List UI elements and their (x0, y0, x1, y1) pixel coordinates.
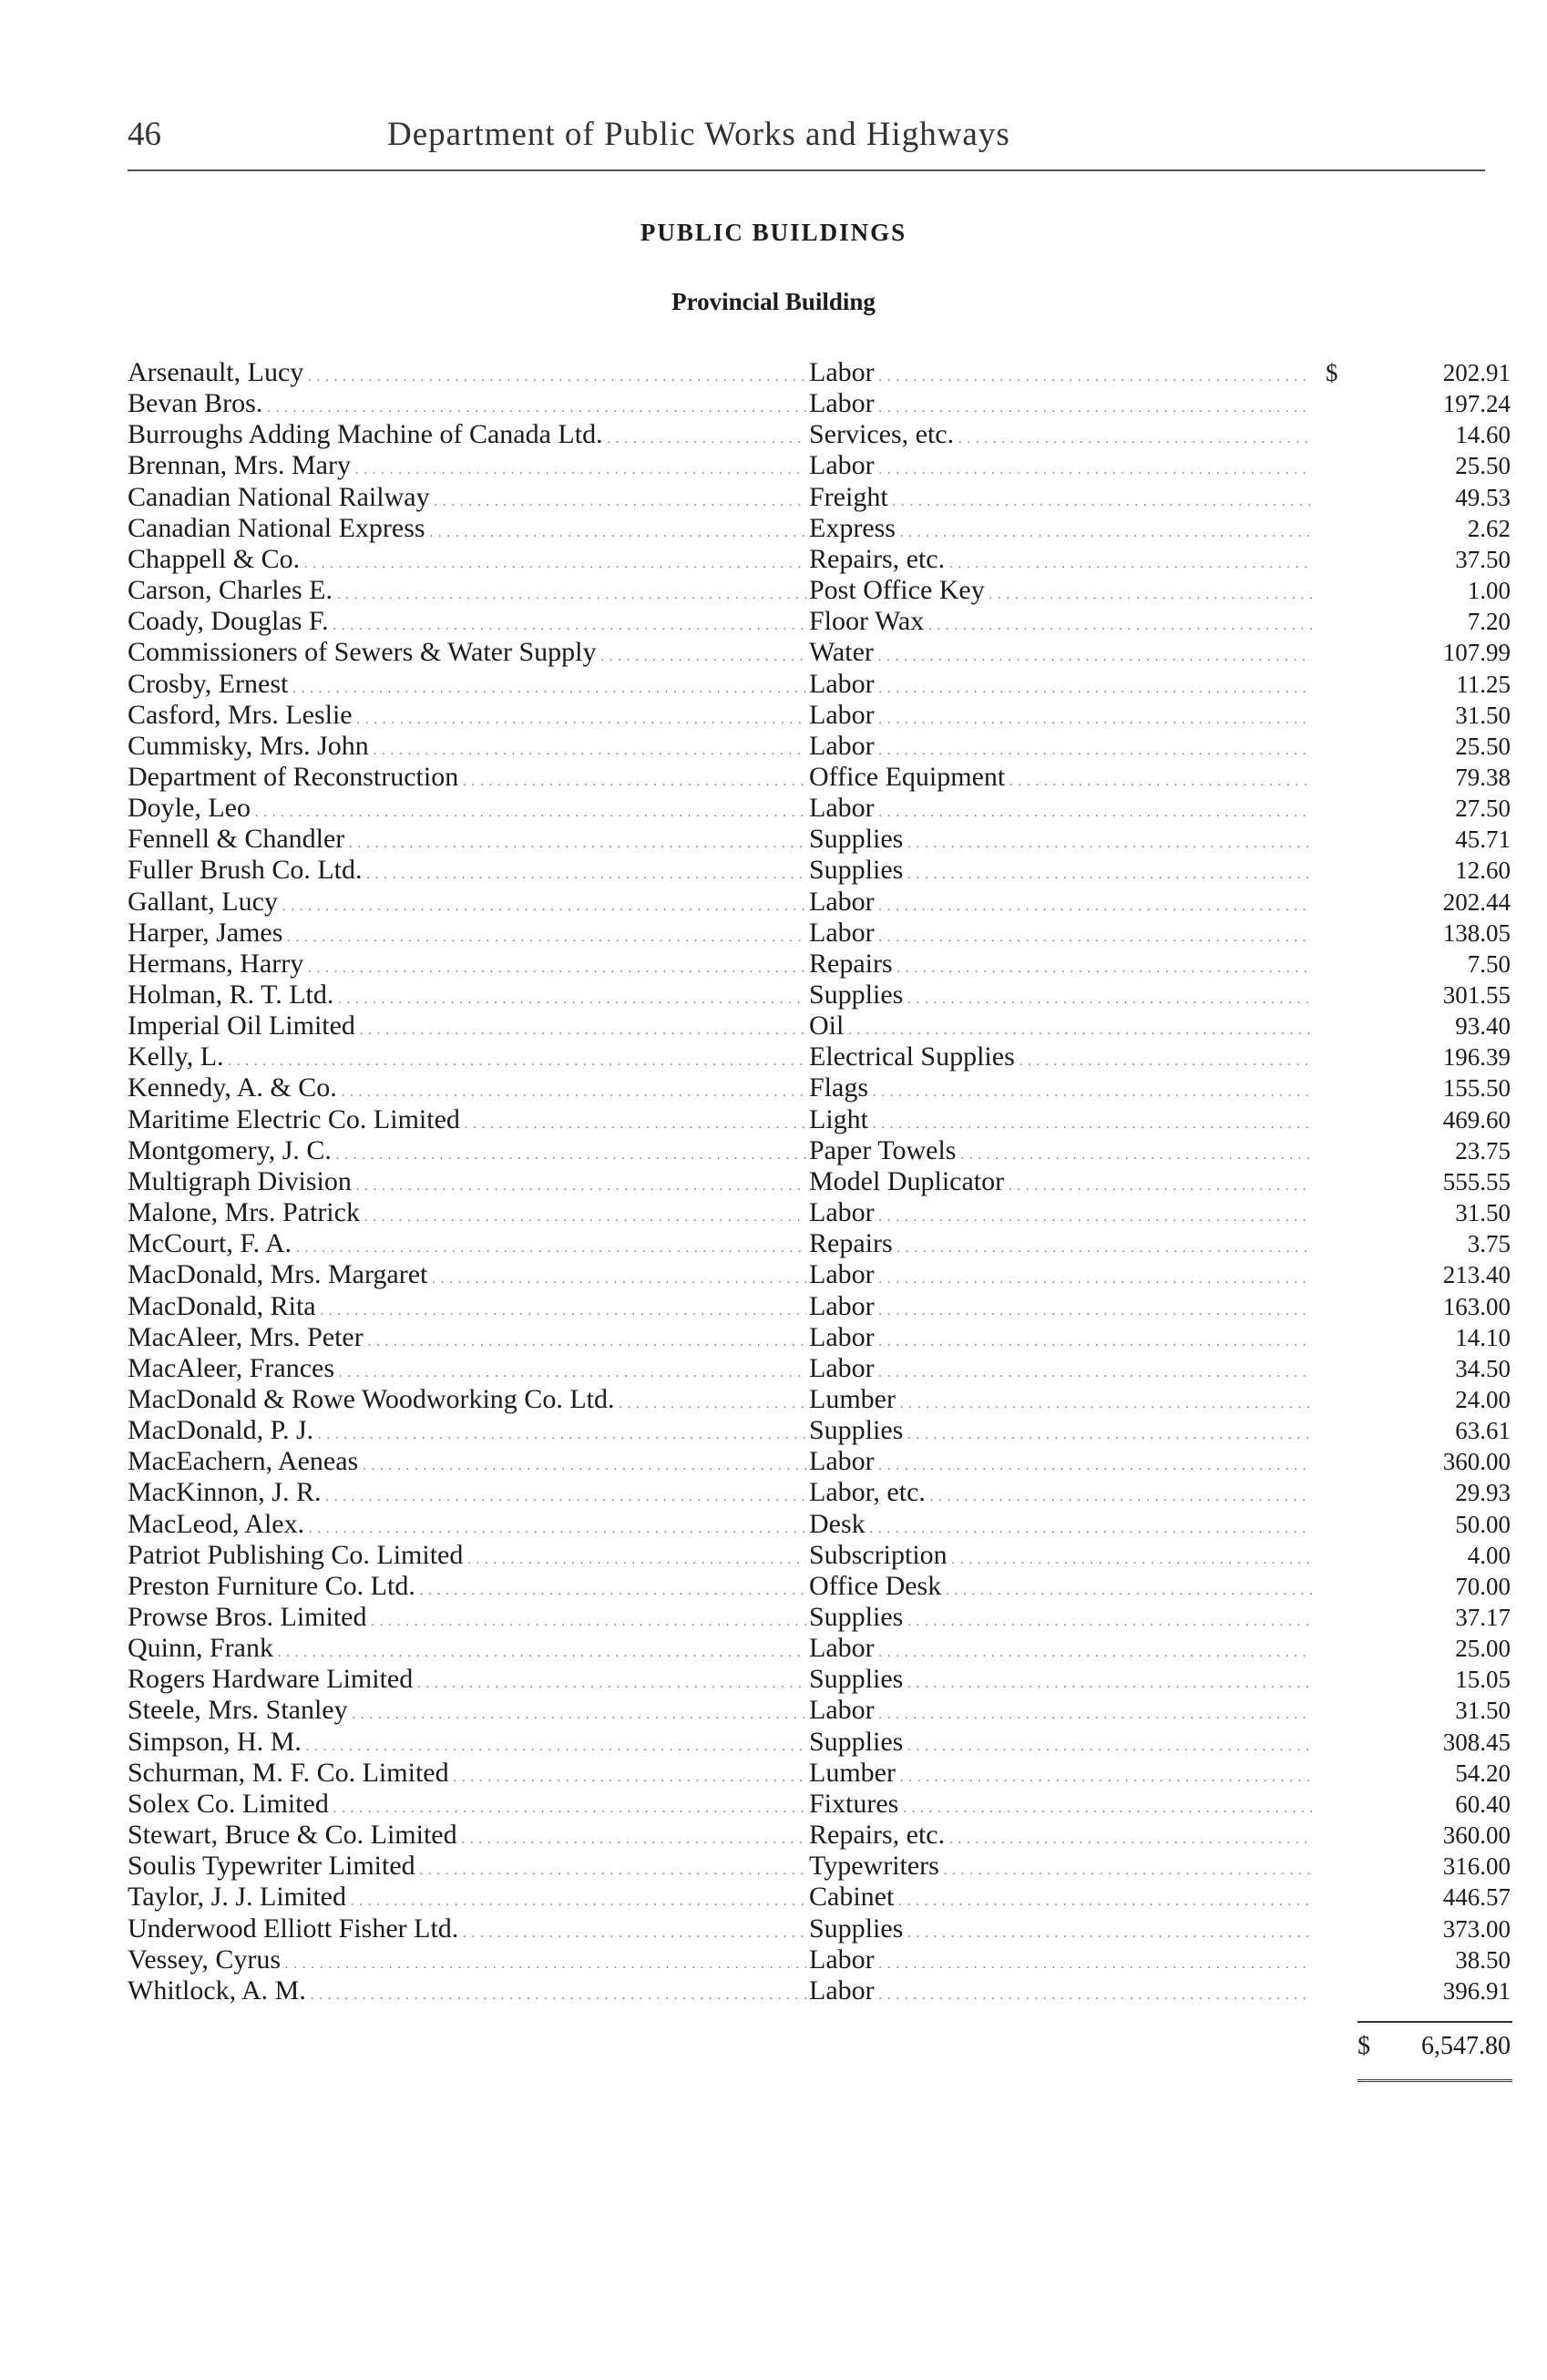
expense-description: Oil . . . (809, 1010, 1312, 1041)
entry-row (0, 762, 1547, 793)
expense-description: Labor . . . (809, 357, 1312, 388)
expense-description: Office Desk . . . (809, 1571, 1312, 1602)
amount: 25.50 (1455, 452, 1511, 480)
entry-row (0, 1602, 1547, 1633)
entry-row (0, 793, 1547, 824)
amount: 308.45 (1442, 1728, 1511, 1756)
amount: 37.17 (1455, 1604, 1511, 1631)
entry-row (0, 1322, 1547, 1353)
entry-row (0, 419, 1547, 450)
entry-row (0, 887, 1547, 918)
entry-row (0, 1509, 1547, 1540)
amount: 25.00 (1455, 1635, 1511, 1663)
entry-row (0, 949, 1547, 980)
entry-row (0, 1197, 1547, 1228)
entry-row (0, 1135, 1547, 1166)
entry-row (0, 1571, 1547, 1602)
entry-row (0, 1695, 1547, 1726)
amount: 7.20 (1467, 608, 1511, 636)
page-number: 46 (128, 116, 161, 153)
payee-name: Holman, R. T. Ltd. . . . (128, 980, 806, 1010)
expense-description: Supplies . . . (809, 980, 1312, 1010)
payee-name: Commissioners of Sewers & Water Supply . . . (128, 637, 806, 668)
payee-name: Carson, Charles E. . . . (128, 575, 806, 606)
expense-description: Services, etc. . . . (809, 419, 1312, 450)
expense-description: Labor . . . (809, 1633, 1312, 1664)
amount: 12.60 (1455, 857, 1511, 885)
amount: 213.40 (1442, 1261, 1511, 1289)
entry-row (0, 357, 1547, 388)
total-rule-top (1357, 2021, 1512, 2023)
payee-name: Steele, Mrs. Stanley . . . (128, 1695, 806, 1726)
payee-name: Burroughs Adding Machine of Canada Ltd. . . . (128, 419, 806, 450)
amount: 373.00 (1442, 1914, 1511, 1943)
running-title: Department of Public Works and Highways (387, 116, 1010, 153)
total-amount: 6,547.80 (1421, 2032, 1511, 2060)
expense-description: Supplies . . . (809, 1602, 1312, 1633)
payee-name: Doyle, Leo . . . (128, 793, 806, 824)
entry-row (0, 1291, 1547, 1322)
amount: 446.57 (1442, 1883, 1511, 1912)
amount: 197.24 (1442, 390, 1511, 418)
payee-name: Stewart, Bruce & Co. Limited . . . (128, 1820, 806, 1851)
expense-description: Repairs, etc. . . . (809, 1820, 1312, 1851)
payee-name: Taylor, J. J. Limited . . . (128, 1882, 806, 1913)
amount: 49.53 (1455, 483, 1511, 511)
entry-row (0, 1540, 1547, 1571)
payee-name: MacDonald & Rowe Woodworking Co. Ltd. . . . (128, 1384, 806, 1415)
entry-row (0, 1166, 1547, 1197)
payee-name: Fennell & Chandler . . . (128, 824, 806, 855)
payee-name: Kelly, L. . . . (128, 1041, 806, 1072)
entry-row (0, 575, 1547, 606)
payee-name: Rogers Hardware Limited . . . (128, 1664, 806, 1695)
expense-description: Labor, etc. . . . (809, 1477, 1312, 1508)
amount: 316.00 (1442, 1852, 1511, 1881)
payee-name: Maritime Electric Co. Limited . . . (128, 1104, 806, 1135)
amount: 14.60 (1455, 421, 1511, 449)
amount: 301.55 (1442, 981, 1511, 1009)
payee-name: Patriot Publishing Co. Limited . . . (128, 1540, 806, 1571)
payee-name: MacDonald, Rita . . . (128, 1291, 806, 1322)
expense-description: Labor . . . (809, 388, 1312, 419)
amount: 163.00 (1442, 1292, 1511, 1320)
payee-name: Prowse Bros. Limited . . . (128, 1602, 806, 1633)
amount: 396.91 (1442, 1976, 1511, 2005)
amount: 31.50 (1455, 1697, 1511, 1725)
payee-name: Quinn, Frank . . . (128, 1633, 806, 1664)
expense-description: Floor Wax . . . (809, 606, 1312, 637)
entry-row (0, 731, 1547, 762)
expense-description: Repairs, etc. . . . (809, 544, 1312, 575)
expense-description: Office Equipment . . . (809, 762, 1312, 793)
amount: 31.50 (1455, 1199, 1511, 1227)
payee-name: Vessey, Cyrus . . . (128, 1944, 806, 1975)
entry-row (0, 1446, 1547, 1477)
expense-description: Model Duplicator . . . (809, 1166, 1312, 1197)
expense-description: Post Office Key . . . (809, 575, 1312, 606)
amount: 1.00 (1467, 577, 1511, 605)
amount: 34.50 (1455, 1354, 1511, 1382)
amount: 23.75 (1455, 1136, 1511, 1164)
amount: 196.39 (1442, 1043, 1511, 1072)
payee-name: Casford, Mrs. Leslie . . . (128, 700, 806, 731)
entry-row (0, 1975, 1547, 2006)
header-rule (128, 169, 1485, 171)
amount: 37.50 (1455, 545, 1511, 573)
expense-description: Labor . . . (809, 1353, 1312, 1384)
entry-row (0, 637, 1547, 668)
expense-description: Labor . . . (809, 1197, 1312, 1228)
payee-name: Coady, Douglas F. . . . (128, 606, 806, 637)
entry-row (0, 606, 1547, 637)
entry-row (0, 1882, 1547, 1913)
payee-name: MacDonald, P. J. . . . (128, 1415, 806, 1446)
entry-row (0, 1353, 1547, 1384)
payee-name: Canadian National Express . . . (128, 513, 806, 544)
payee-name: Solex Co. Limited . . . (128, 1789, 806, 1820)
expense-description: Supplies . . . (809, 855, 1312, 886)
amount: 60.40 (1455, 1790, 1511, 1818)
amount: 79.38 (1455, 763, 1511, 791)
amount: 54.20 (1455, 1759, 1511, 1787)
section-subtitle: Provincial Building (671, 288, 876, 315)
amount: 29.93 (1455, 1479, 1511, 1507)
amount: 11.25 (1456, 670, 1511, 698)
amount: 25.50 (1455, 732, 1511, 760)
payee-name: Imperial Oil Limited . . . (128, 1010, 806, 1041)
entry-row (0, 1820, 1547, 1851)
payee-name: Crosby, Ernest . . . (128, 669, 806, 700)
amount: 38.50 (1455, 1945, 1511, 1974)
expense-description: Freight . . . (809, 482, 1312, 513)
expense-description: Labor . . . (809, 1944, 1312, 1975)
entry-row (0, 1072, 1547, 1103)
amount: 7.50 (1467, 949, 1511, 978)
entry-row (0, 1758, 1547, 1789)
currency-symbol: $ (1326, 359, 1338, 386)
expense-description: Labor . . . (809, 700, 1312, 731)
entry-row (0, 824, 1547, 855)
entry-row (0, 1944, 1547, 1975)
expense-description: Desk . . . (809, 1509, 1312, 1540)
expense-description: Labor . . . (809, 669, 1312, 700)
amount: 14.10 (1455, 1323, 1511, 1351)
entry-row (0, 855, 1547, 886)
expense-description: Labor . . . (809, 1291, 1312, 1322)
amount: 15.05 (1455, 1666, 1511, 1694)
payee-name: Malone, Mrs. Patrick . . . (128, 1197, 806, 1228)
payee-name: Harper, James . . . (128, 918, 806, 949)
payee-name: Gallant, Lucy . . . (128, 887, 806, 918)
expense-description: Electrical Supplies . . . (809, 1041, 1312, 1072)
expense-description: Lumber . . . (809, 1758, 1312, 1789)
amount: 360.00 (1442, 1821, 1511, 1850)
expense-description: Express . . . (809, 513, 1312, 544)
payee-name: Whitlock, A. M. . . . (128, 1975, 806, 2006)
expense-description: Supplies . . . (809, 824, 1312, 855)
expense-description: Labor . . . (809, 1695, 1312, 1726)
entry-row (0, 1415, 1547, 1446)
payee-name: MacKinnon, J. R. . . . (128, 1477, 806, 1508)
amount: 27.50 (1455, 795, 1511, 823)
amount: 202.44 (1442, 887, 1511, 916)
expense-description: Light . . . (809, 1104, 1312, 1135)
entry-row (0, 1789, 1547, 1820)
payee-name: Montgomery, J. C. . . . (128, 1135, 806, 1166)
section-title: PUBLIC BUILDINGS (640, 219, 907, 246)
expense-description: Paper Towels . . . (809, 1135, 1312, 1166)
entry-row (0, 700, 1547, 731)
total-currency-symbol: $ (1357, 2032, 1370, 2060)
entry-row (0, 918, 1547, 949)
expense-description: Supplies . . . (809, 1664, 1312, 1695)
payee-name: Chappell & Co. . . . (128, 544, 806, 575)
payee-name: Hermans, Harry . . . (128, 949, 806, 980)
entry-row (0, 1913, 1547, 1944)
entry-row (0, 980, 1547, 1010)
expense-description: Labor . . . (809, 1446, 1312, 1477)
payee-name: MacLeod, Alex. . . . (128, 1509, 806, 1540)
entry-row (0, 1041, 1547, 1072)
entry-row (0, 669, 1547, 700)
entry-row (0, 513, 1547, 544)
expense-description: Labor . . . (809, 793, 1312, 824)
expense-description: Repairs . . . (809, 1228, 1312, 1259)
expense-description: Fixtures . . . (809, 1789, 1312, 1820)
expense-description: Supplies . . . (809, 1727, 1312, 1758)
entry-row (0, 1727, 1547, 1758)
expense-description: Supplies . . . (809, 1913, 1312, 1944)
payee-name: Canadian National Railway . . . (128, 482, 806, 513)
payee-name: Arsenault, Lucy . . . (128, 357, 806, 388)
entry-row (0, 1851, 1547, 1882)
payee-name: Underwood Elliott Fisher Ltd. . . . (128, 1913, 806, 1944)
payee-name: MacEachern, Aeneas . . . (128, 1446, 806, 1477)
expense-description: Labor . . . (809, 450, 1312, 481)
expense-description: Flags . . . (809, 1072, 1312, 1103)
payee-name: Kennedy, A. & Co. . . . (128, 1072, 806, 1103)
expense-description: Repairs . . . (809, 949, 1312, 980)
entry-row (0, 1384, 1547, 1415)
payee-name: MacDonald, Mrs. Margaret . . . (128, 1259, 806, 1290)
expense-description: Lumber . . . (809, 1384, 1312, 1415)
entry-row (0, 1010, 1547, 1041)
payee-name: MacAleer, Frances . . . (128, 1353, 806, 1384)
payee-name: Multigraph Division . . . (128, 1166, 806, 1197)
payee-name: Simpson, H. M. . . . (128, 1727, 806, 1758)
payee-name: Brennan, Mrs. Mary . . . (128, 450, 806, 481)
payee-name: MacAleer, Mrs. Peter . . . (128, 1322, 806, 1353)
total-rule-bottom (1357, 2079, 1512, 2082)
amount: 31.50 (1455, 701, 1511, 729)
amount: 45.71 (1455, 826, 1511, 854)
expense-description: Labor . . . (809, 1259, 1312, 1290)
payee-name: Fuller Brush Co. Ltd. . . . (128, 855, 806, 886)
payee-name: Schurman, M. F. Co. Limited . . . (128, 1758, 806, 1789)
amount: 24.00 (1455, 1385, 1511, 1413)
payee-name: Bevan Bros. . . . (128, 388, 806, 419)
amount: 2.62 (1467, 514, 1511, 542)
expense-description: Labor . . . (809, 731, 1312, 762)
entry-row (0, 1104, 1547, 1135)
amount: 202.91 (1442, 359, 1511, 386)
amount: 107.99 (1442, 639, 1511, 667)
amount: 4.00 (1467, 1541, 1511, 1569)
expense-description: Water . . . (809, 637, 1312, 668)
expense-description: Supplies . . . (809, 1415, 1312, 1446)
amount: 360.00 (1442, 1448, 1511, 1476)
amount: 138.05 (1442, 918, 1511, 947)
expense-description: Subscription . . . (809, 1540, 1312, 1571)
amount: 3.75 (1467, 1230, 1511, 1258)
expense-description: Labor . . . (809, 1975, 1312, 2006)
amount: 70.00 (1455, 1572, 1511, 1600)
amount: 155.50 (1442, 1074, 1511, 1103)
amount: 63.61 (1455, 1417, 1511, 1445)
expense-description: Labor . . . (809, 1322, 1312, 1353)
entry-row (0, 1633, 1547, 1664)
payee-name: Preston Furniture Co. Ltd. . . . (128, 1571, 806, 1602)
entry-row (0, 482, 1547, 513)
payee-name: Soulis Typewriter Limited . . . (128, 1851, 806, 1882)
amount: 555.55 (1442, 1167, 1511, 1195)
payee-name: Cummisky, Mrs. John . . . (128, 731, 806, 762)
expense-description: Cabinet . . . (809, 1882, 1312, 1913)
entry-row (0, 544, 1547, 575)
entry-row (0, 450, 1547, 481)
expense-description: Labor . . . (809, 918, 1312, 949)
entry-row (0, 1228, 1547, 1259)
entry-row (0, 1664, 1547, 1695)
entry-row (0, 1477, 1547, 1508)
expense-description: Typewriters . . . (809, 1851, 1312, 1882)
entry-row (0, 1259, 1547, 1290)
amount: 93.40 (1455, 1012, 1511, 1041)
expense-description: Labor . . . (809, 887, 1312, 918)
payee-name: McCourt, F. A. . . . (128, 1228, 806, 1259)
amount: 50.00 (1455, 1510, 1511, 1538)
payee-name: Department of Reconstruction . . . (128, 762, 806, 793)
amount: 469.60 (1442, 1105, 1511, 1134)
entry-row (0, 388, 1547, 419)
